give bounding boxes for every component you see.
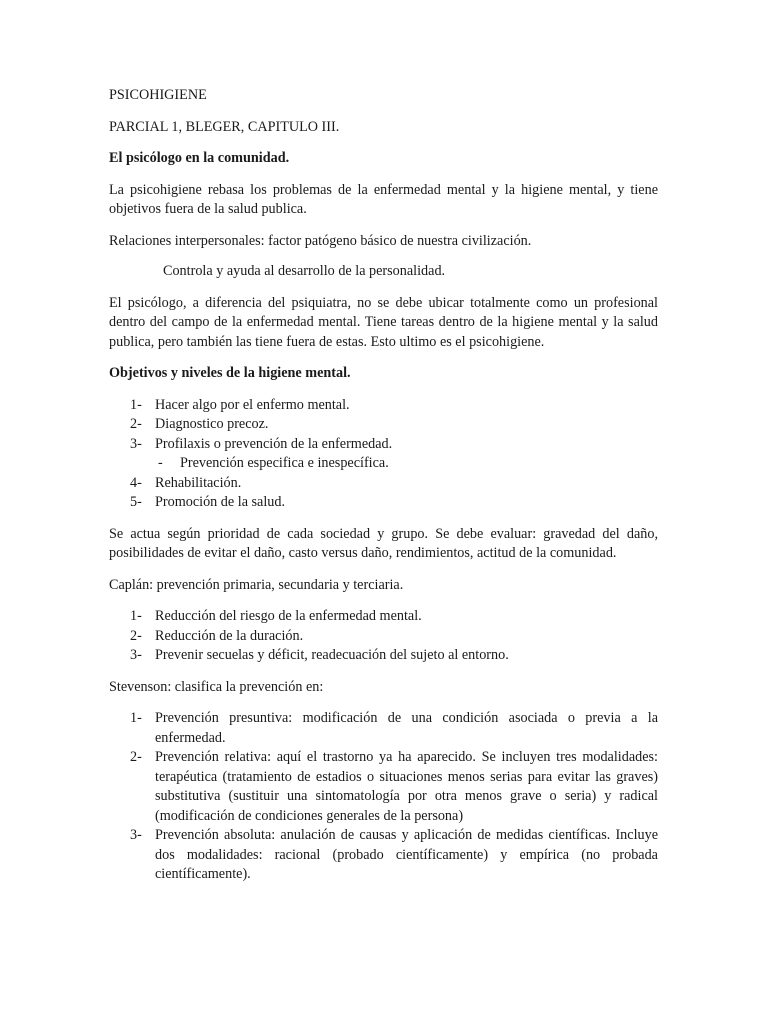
section-heading-community: El psicólogo en la comunidad. <box>109 150 290 166</box>
paragraph-stevenson: Stevenson: clasifica la prevención en: <box>109 678 324 695</box>
paragraph-psicohigiene: La psicohigiene rebasa los problemas de la enfermedad mental y la higiene mental, y tiene objetivos fuera de la salud publica. <box>109 181 658 217</box>
list-item: 3- Prevenir secuelas y déficit, readecuación del sujeto al entorno. <box>130 647 509 663</box>
list-item: 1- Reducción del riesgo de la enfermedad mental. <box>130 608 422 624</box>
paragraph-interpersonal: Relaciones interpersonales: factor patógeno básico de nuestra civilización. <box>109 232 532 249</box>
section-heading-objectives: Objetivos y niveles de la higiene mental. <box>109 365 351 381</box>
stevenson-list <box>109 709 658 885</box>
list-item: 5- Promoción de la salud. <box>130 494 286 510</box>
list-item: 2- Diagnostico precoz. <box>130 416 269 432</box>
caplan-list <box>109 607 658 666</box>
paragraph-psychologist: El psicólogo, a diferencia del psiquiatra, no se debe ubicar totalmente como un profesional dentro del campo de la enfermedad mental. Tiene tareas dentro de la higiene mental y la salud publica, pero también las tiene fuera de estas. Esto ultimo es el psicohigiene. <box>109 294 658 350</box>
paragraph-personality: Controla y ayuda al desarrollo de la personalidad. <box>163 263 446 279</box>
list-item: 3- Prevención absoluta: anulación de causas y aplicación de medidas científicas. Incluye dos modalidades: racional (probado científicamente) y empírica (no probada científicamente). <box>130 827 658 882</box>
document-title: PSICOHIGIENE <box>109 87 207 103</box>
objectives-list-continued <box>109 474 658 513</box>
list-item: 1- Prevención presuntiva: modificación de una condición asociada o previa a la enfermedad. <box>130 710 658 746</box>
list-item: 3- Profilaxis o prevención de la enfermedad. <box>130 435 393 452</box>
list-item: 1- Hacer algo por el enfermo mental. <box>130 396 350 413</box>
list-item: - Prevención especifica e inespecífica. <box>158 455 389 471</box>
list-item: 2- Prevención relativa: aquí el trastorno ya ha aparecido. Se incluyen tres modalidades: terapéutica (tratamiento de estadios o situaciones menos serias para evitar las graves) substitutiva (sustituir una sintomatología por otra menos grave o seria) y radical (modificación de condiciones generales de la persona) <box>130 749 658 824</box>
list-item: 4- Rehabilitación. <box>130 474 242 491</box>
document-subtitle: PARCIAL 1, BLEGER, CAPITULO III. <box>109 118 340 135</box>
objectives-list <box>109 396 658 455</box>
paragraph-caplan: Caplán: prevención primaria, secundaria y terciaria. <box>109 576 404 593</box>
objectives-sublist <box>109 454 658 474</box>
list-item: 2- Reducción de la duración. <box>130 627 304 644</box>
paragraph-priority: Se actua según prioridad de cada sociedad y grupo. Se debe evaluar: gravedad del daño, posibilidades de evitar el daño, casto versus daño, rendimientos, actitud de la comunidad. <box>109 525 658 561</box>
